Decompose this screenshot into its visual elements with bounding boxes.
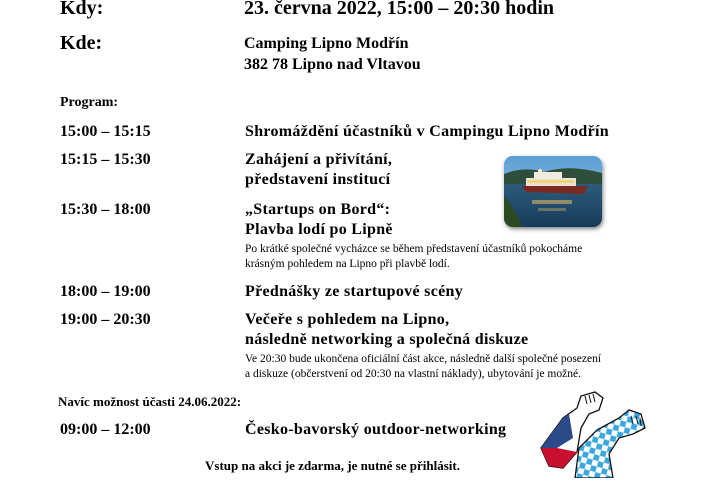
program-title: Shromáždění účastníků v Campingu Lipno Modřín [245, 123, 609, 140]
program-time: 15:30 – 18:00 [60, 201, 151, 218]
extra-heading: Navíc možnost účasti 24.06.2022: [58, 394, 242, 409]
program-note-line2: a diskuze (občerstvení od 20:30 na vlastní náklady), ubytování je možné. [245, 368, 581, 380]
where-label: Kde: [60, 32, 103, 54]
when-label: Kdy: [60, 0, 104, 19]
program-title-line1: „Startups on Bord“: [245, 201, 391, 218]
program-note-line1: Po krátké společné vycházce se během představení účastníků pokocháme [245, 243, 583, 255]
program-title-line2: Plavba lodí po Lipně [245, 221, 393, 238]
program-title-line1: Zahájení a přivítání, [245, 151, 393, 168]
ship-icon [504, 156, 602, 227]
extra-title: Česko-bavorský outdoor-networking [245, 421, 507, 438]
footer-note: Vstup na akci je zdarma, je nutné se přihlásit. [205, 458, 460, 473]
program-heading: Program: [60, 95, 119, 110]
ship-photo [504, 156, 602, 227]
program-time: 15:15 – 15:30 [60, 151, 151, 168]
program-title-line1: Večeře s pohledem na Lipno, [245, 311, 450, 328]
where-line2: 382 78 Lipno nad Vltavou [244, 56, 421, 73]
program-title-line2: následně networking a společná diskuze [245, 331, 529, 348]
flexed-arms-icon [533, 388, 651, 478]
program-time: 15:00 – 15:15 [60, 123, 151, 140]
program-time: 19:00 – 20:30 [60, 311, 151, 328]
program-time: 18:00 – 19:00 [60, 283, 151, 300]
program-note-line2: krásným pohledem na Lipno při plavbě lodí. [245, 258, 450, 270]
when-value: 23. června 2022, 15:00 – 20:30 hodin [244, 0, 554, 19]
program-note-line1: Ve 20:30 bude ukončena oficiální část akce, následně další společné posezení [245, 353, 602, 365]
extra-time: 09:00 – 12:00 [60, 421, 151, 438]
czech-bavarian-arms [533, 388, 651, 478]
program-title-line2: představení institucí [245, 171, 391, 188]
where-line1: Camping Lipno Modřín [244, 35, 409, 52]
program-title: Přednášky ze startupové scény [245, 283, 464, 300]
